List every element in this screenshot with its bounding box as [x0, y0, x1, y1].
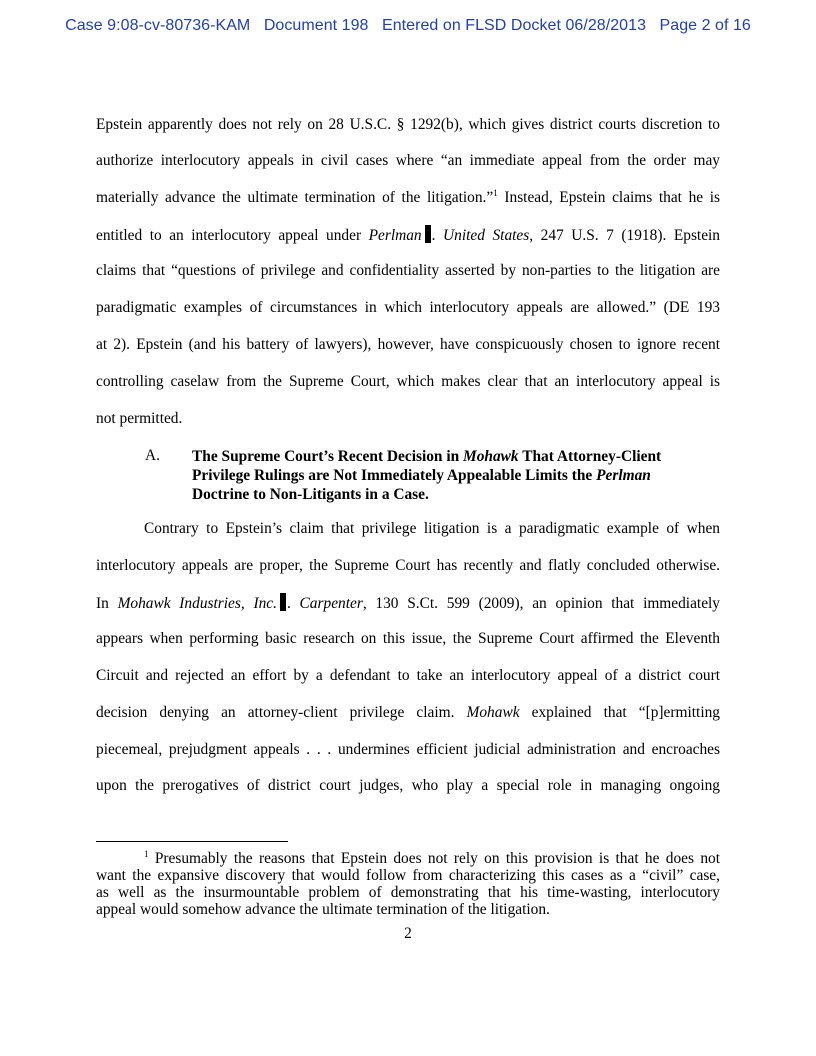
para1-line-2: authorize interlocutory appeals in civil cases where “an immediate appeal from the order may [96, 152, 720, 169]
case-number: Case 9:08-cv-80736-KAM [65, 17, 251, 34]
page-number: 2 [404, 925, 412, 942]
para2-line-5: Circuit and rejected an effort by a defendant to take an interlocutory appeal of a district court [96, 667, 720, 684]
para1-line-8: controlling caselaw from the Supreme Court, which makes clear that an interlocutory appeal is [96, 373, 720, 390]
para1-line-5: claims that “questions of privilege and confidentiality asserted by non-parties to the litigation are [96, 262, 720, 279]
para2-line-1: Contrary to Epstein’s claim that privilege litigation is a paradigmatic example of when [144, 520, 720, 537]
footnote-line-4: appeal would somehow advance the ultimate termination of the litigation. [96, 901, 550, 918]
footnote-line-3: as well as the insurmountable problem of demonstrating that his time-wasting, interlocutory [96, 884, 720, 901]
para1-line-1: Epstein apparently does not rely on 28 U.S.C. § 1292(b), which gives district courts discretion to [96, 116, 720, 133]
footnote-ref: 1 [493, 188, 498, 198]
footnote-line-2: want the expansive discovery that would follow from characterizing this cases as a “civil” case, [96, 867, 720, 884]
para2-line-8: upon the prerogatives of district court judges, who play a special role in managing ongoing [96, 777, 720, 794]
para2-line-3: In Mohawk Industries, Inc. . Carpenter, 130 S.Ct. 599 (2009), an opinion that immediately [96, 595, 720, 612]
para1-line-7: at 2). Epstein (and his battery of lawyers), however, have conspicuously chosen to ignore recent [96, 336, 720, 353]
para1-line-6: paradigmatic examples of circumstances in which interlocutory appeals are allowed.” (DE 193 [96, 299, 720, 316]
para2-line-2: interlocutory appeals are proper, the Supreme Court has recently and flatly concluded otherwise. [96, 557, 720, 574]
document-number: Document 198 [263, 17, 369, 34]
page-indicator: Page 2 of 16 [659, 17, 751, 34]
para1-line-4: entitled to an interlocutory appeal under Perlman . United States, 247 U.S. 7 (1918). Epstein [96, 227, 721, 244]
para2-line-6: decision denying an attorney-client privilege claim. Mohawk explained that “[p]ermitting [96, 704, 720, 721]
section-heading: The Supreme Court’s Recent Decision in Mohawk That Attorney-Client Privilege Rulings are Not Immediately Appealable Limits the Perlman Doctrine to Non-Litigants in a Case. [192, 448, 662, 503]
footnote-divider [96, 841, 288, 842]
para1-line-3: materially advance the ultimate termination of the litigation.”$^1$ Instead, Epstein claims that he is [96, 188, 721, 206]
redaction-mark [425, 225, 431, 243]
para1-line-9: not permitted. [96, 410, 183, 427]
redaction-mark [280, 593, 286, 611]
docket-header [0, 17, 816, 35]
para2-line-7: piecemeal, prejudgment appeals . . . undermines efficient judicial administration and encroaches [96, 741, 720, 758]
footnote-1 [96, 850, 720, 918]
section-label: A. [145, 447, 160, 464]
footnote-mark: 1 [144, 849, 149, 859]
footnote-line-1: $^1$ Presumably the reasons that Epstein does not rely on this provision is that he does not [144, 849, 720, 867]
para2-line-4: appears when performing basic research on this issue, the Supreme Court affirmed the Eleventh [96, 630, 720, 647]
docket-entry: Entered on FLSD Docket 06/28/2013 [381, 17, 647, 34]
